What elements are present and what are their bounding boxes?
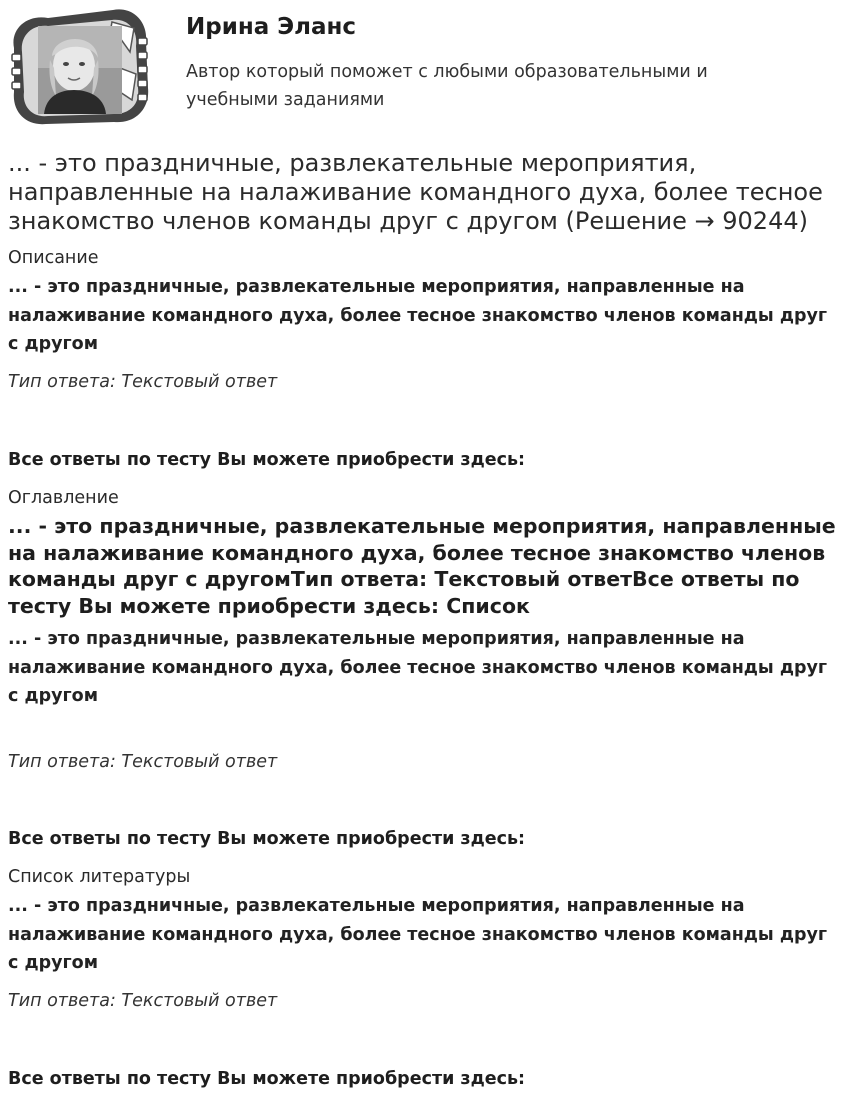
toc-section bbox=[8, 487, 842, 857]
literature-label: Список литературы bbox=[8, 867, 191, 887]
description-buy-text: Все ответы по тесту Вы можете приобрести здесь: bbox=[8, 450, 526, 470]
toc-text: ... - это праздничные, развлекательные мероприятия, направленные на налаживание командного духа, более тесное знакомство членов команды друг с другом bbox=[8, 629, 828, 706]
literature-text: ... - это праздничные, развлекательные мероприятия, направленные на налаживание командного духа, более тесное знакомство членов команды друг с другом bbox=[8, 896, 828, 973]
literature-answer-type: Тип ответа: Текстовый ответ bbox=[8, 991, 278, 1011]
literature-section bbox=[8, 866, 842, 1096]
toc-answer-type: Тип ответа: Текстовый ответ bbox=[8, 752, 278, 772]
literature-buy-text: Все ответы по тесту Вы можете приобрести здесь: bbox=[8, 1069, 526, 1089]
description-answer-type: Тип ответа: Текстовый ответ bbox=[8, 372, 278, 392]
description-label: Описание bbox=[8, 248, 99, 268]
author-photo bbox=[38, 26, 122, 114]
toc-buy-text: Все ответы по тесту Вы можете приобрести здесь: bbox=[8, 829, 526, 849]
page-title: ... - это праздничные, развлекательные мероприятия, направленные на налаживание командного духа, более тесное знакомство членов команды друг с другом (Решение → 90244) bbox=[8, 149, 823, 235]
description-section bbox=[8, 247, 842, 477]
toc-label: Оглавление bbox=[8, 488, 119, 508]
description-text: ... - это праздничные, развлекательные мероприятия, направленные на налаживание командного духа, более тесное знакомство членов команды друг с другом bbox=[8, 277, 828, 354]
author-card bbox=[8, 8, 838, 128]
author-name[interactable]: Ирина Эланс bbox=[186, 14, 357, 40]
toc-heading: ... - это праздничные, развлекательные мероприятия, направленные на налаживание командного духа, более тесное знакомство членов команды друг с другомТип ответа: Текстовый ответВсе ответы по тесту Вы можете приобрести здесь: Список bbox=[8, 514, 836, 618]
author-avatar[interactable] bbox=[8, 8, 150, 126]
author-description: Автор который поможет с любыми образовательными и учебными заданиями bbox=[186, 62, 708, 110]
